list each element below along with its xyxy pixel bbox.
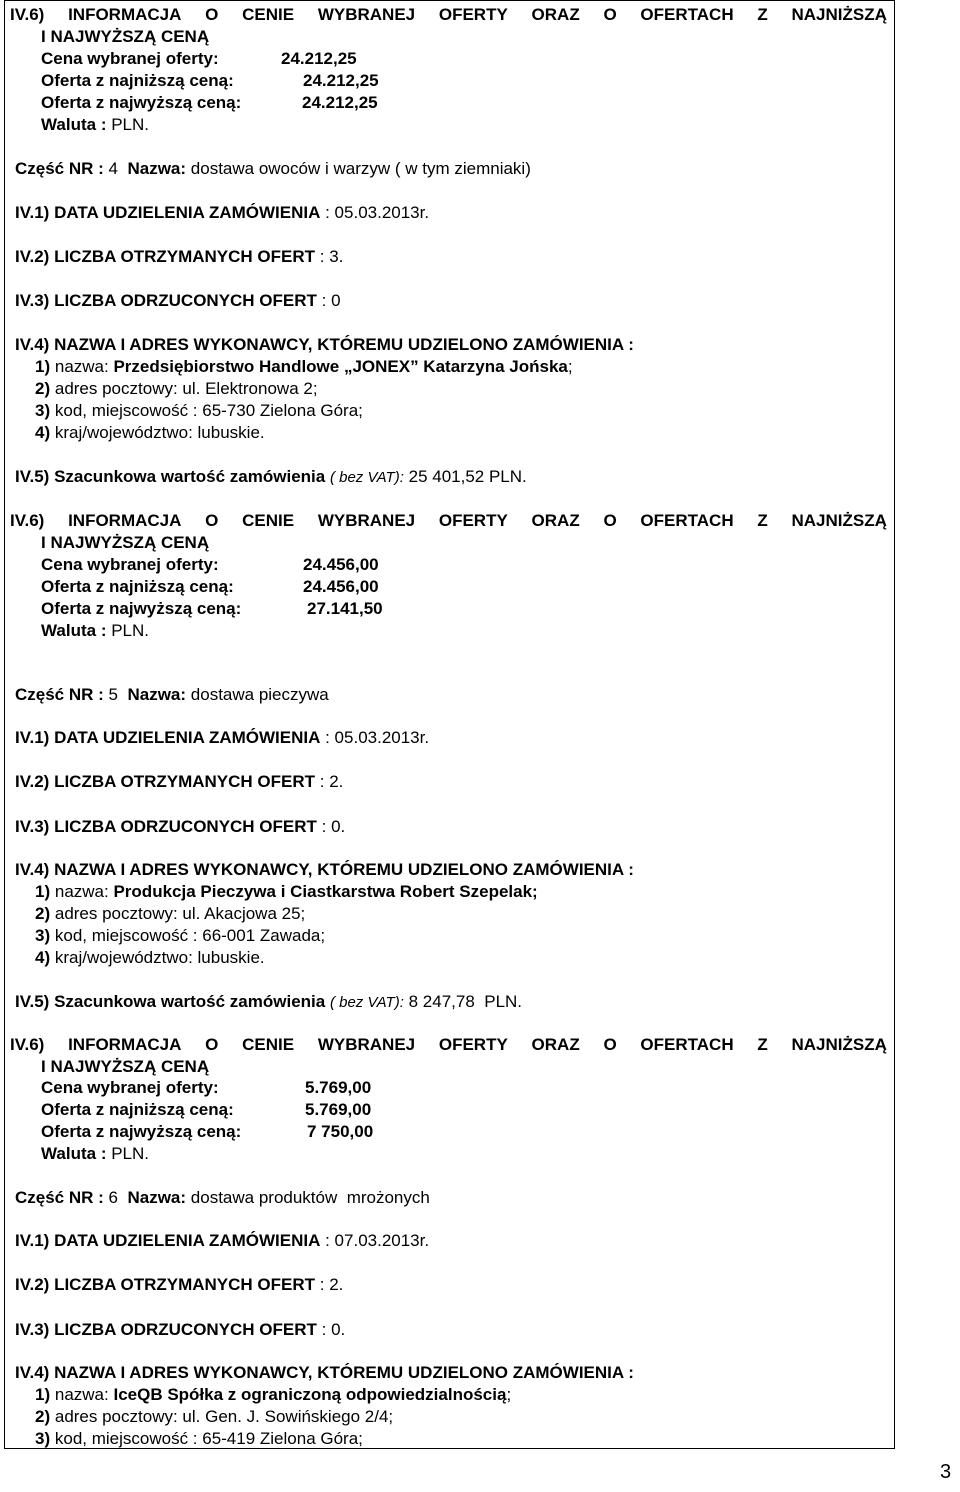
estimated-value: IV.5) Szacunkowa wartość zamówienia ( bez VAT): 8 247,78 PLN. [15, 992, 523, 1011]
lowest-price-label: Oferta z najniższą ceną: [41, 71, 234, 90]
part-heading: Część NR : 6 Nazwa: dostawa produktów mrożonych [15, 1188, 430, 1207]
contractor-name: 1) nazwa: Produkcja Pieczywa i Ciastkarstwa Robert Szepelak; [35, 882, 538, 901]
highest-price-value: 27.141,50 [307, 599, 383, 618]
offers-rejected: IV.3) LICZBA ODRZUCONYCH OFERT : 0 [15, 291, 341, 310]
page-number: 3 [940, 1461, 952, 1483]
award-date: IV.1) DATA UDZIELENIA ZAMÓWIENIA : 07.03.2013r. [15, 1231, 430, 1250]
contractor-region: 4) kraj/województwo: lubuskie. [35, 423, 265, 442]
offers-rejected: IV.3) LICZBA ODRZUCONYCH OFERT : 0. [15, 1320, 346, 1339]
lowest-price-value: 24.212,25 [303, 71, 379, 90]
contractor-address: 2) adres pocztowy: ul. Akacjowa 25; [35, 904, 306, 923]
chosen-price-label: Cena wybranej oferty: [41, 49, 219, 68]
chosen-price-label: Cena wybranej oferty: [41, 555, 219, 574]
contractor-city: 3) kod, miejscowość : 65-419 Zielona Góra; [35, 1429, 363, 1448]
info-heading: IV.6) INFORMACJA O CENIE WYBRANEJ OFERTY ORAZ O OFERTACH Z NAJNIŻSZĄ [10, 5, 887, 24]
contractor-region: 4) kraj/województwo: lubuskie. [35, 948, 265, 967]
highest-price-label: Oferta z najwyższą ceną: [41, 599, 242, 618]
lowest-price-label: Oferta z najniższą ceną: [41, 1100, 234, 1119]
lowest-price-value: 5.769,00 [305, 1100, 372, 1119]
award-date: IV.1) DATA UDZIELENIA ZAMÓWIENIA : 05.03.2013r. [15, 728, 430, 747]
lowest-price-value: 24.456,00 [303, 577, 379, 596]
offers-rejected: IV.3) LICZBA ODRZUCONYCH OFERT : 0. [15, 817, 346, 836]
info-heading: IV.6) INFORMACJA O CENIE WYBRANEJ OFERTY ORAZ O OFERTACH Z NAJNIŻSZĄ [10, 1035, 887, 1054]
offers-received: IV.2) LICZBA OTRZYMANYCH OFERT : 3. [15, 247, 344, 266]
contractor-heading: IV.4) NAZWA I ADRES WYKONAWCY, KTÓREMU UDZIELONO ZAMÓWIENIA : [15, 860, 634, 879]
award-date: IV.1) DATA UDZIELENIA ZAMÓWIENIA : 05.03.2013r. [15, 203, 430, 222]
contractor-name: 1) nazwa: IceQB Spółka z ograniczoną odpowiedzialnością; [35, 1385, 512, 1404]
contractor-heading: IV.4) NAZWA I ADRES WYKONAWCY, KTÓREMU UDZIELONO ZAMÓWIENIA : [15, 335, 634, 354]
highest-price-value: 24.212,25 [302, 93, 378, 112]
currency-line: Waluta : PLN. [41, 621, 150, 640]
highest-price-value: 7 750,00 [307, 1122, 374, 1141]
contractor-address: 2) adres pocztowy: ul. Elektronowa 2; [35, 379, 318, 398]
info-heading: IV.6) INFORMACJA O CENIE WYBRANEJ OFERTY ORAZ O OFERTACH Z NAJNIŻSZĄ [10, 511, 887, 530]
highest-price-label: Oferta z najwyższą ceną: [41, 93, 242, 112]
contractor-name: 1) nazwa: Przedsiębiorstwo Handlowe „JONEX” Katarzyna Jońska; [35, 357, 573, 376]
contractor-address: 2) adres pocztowy: ul. Gen. J. Sowińskiego 2/4; [35, 1407, 394, 1426]
offers-received: IV.2) LICZBA OTRZYMANYCH OFERT : 2. [15, 772, 344, 791]
part-heading: Część NR : 5 Nazwa: dostawa pieczywa [15, 685, 329, 704]
highest-price-label: Oferta z najwyższą ceną: [41, 1122, 242, 1141]
contractor-city: 3) kod, miejscowość : 65-730 Zielona Góra; [35, 401, 363, 420]
chosen-price-value: 24.456,00 [303, 555, 379, 574]
chosen-price-value: 5.769,00 [305, 1078, 372, 1097]
lowest-price-label: Oferta z najniższą ceną: [41, 577, 234, 596]
contractor-city: 3) kod, miejscowość : 66-001 Zawada; [35, 926, 326, 945]
info-heading-line2: I NAJWYŻSZĄ CENĄ [41, 533, 210, 552]
chosen-price-label: Cena wybranej oferty: [41, 1078, 219, 1097]
estimated-value: IV.5) Szacunkowa wartość zamówienia ( bez VAT): 25 401,52 PLN. [15, 467, 527, 486]
info-heading-line2: I NAJWYŻSZĄ CENĄ [41, 1057, 210, 1076]
info-heading-line2: I NAJWYŻSZĄ CENĄ [41, 27, 210, 46]
chosen-price-value: 24.212,25 [281, 49, 357, 68]
contractor-heading: IV.4) NAZWA I ADRES WYKONAWCY, KTÓREMU UDZIELONO ZAMÓWIENIA : [15, 1363, 634, 1382]
offers-received: IV.2) LICZBA OTRZYMANYCH OFERT : 2. [15, 1275, 344, 1294]
part-heading: Część NR : 4 Nazwa: dostawa owoców i warzyw ( w tym ziemniaki) [15, 159, 531, 178]
currency-line: Waluta : PLN. [41, 1144, 150, 1163]
currency-line: Waluta : PLN. [41, 115, 150, 134]
